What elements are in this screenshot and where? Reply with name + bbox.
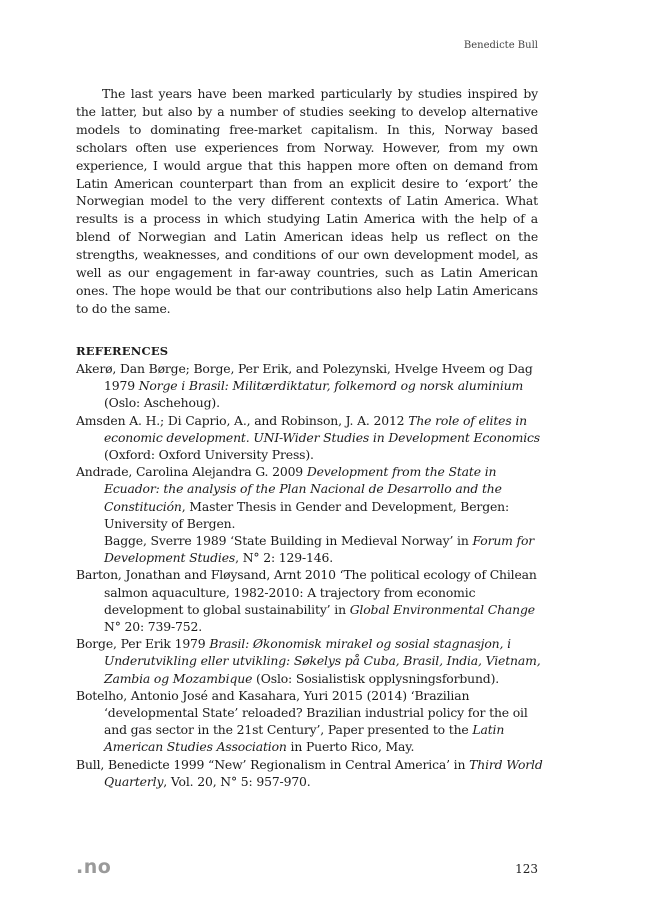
reference-text: Borge, Per Erik 1979: [76, 636, 210, 652]
reference-text: Akerø, Dan Børge; Borge, Per Erik, and Polezynski, Hvelge Hveem og Dag 1979: [76, 361, 533, 394]
reference-continuation: [104, 532, 546, 566]
reference-title: Latin American Studies Association: [104, 722, 505, 755]
reference-text: Bagge, Sverre 1989 ‘State Building in Medieval Norway’ in: [104, 533, 473, 549]
reference-entry: [76, 635, 546, 687]
reference-entry: [76, 463, 546, 566]
reference-entry: [76, 687, 546, 756]
reference-text: (Oslo: Aschehoug).: [104, 395, 220, 411]
references-list: [76, 360, 546, 790]
reference-text: , Master Thesis in Gender and Development, Bergen: University of Bergen.: [104, 498, 510, 531]
reference-text: in Puerto Rico, May.: [286, 739, 415, 755]
reference-title: Norge i Brasil: Militærdiktatur, folkemord og norsk aluminium: [138, 378, 524, 394]
reference-entry: [76, 412, 546, 464]
reference-text: Andrade, Carolina Alejandra G. 2009: [76, 464, 307, 480]
reference-title: Development from the State in Ecuador: the analysis of the Plan Nacional de Desarrollo and the Constitución: [104, 464, 502, 514]
reference-entry: [76, 360, 546, 412]
reference-title: Brasil: Økonomisk mirakel og sosial stagnasjon, i Underutvikling eller utvikling: Søkelys på Cuba, Brasil, India, Vietnam, Zambia og Mozambique: [104, 636, 541, 686]
reference-text: (Oxford: Oxford University Press).: [104, 447, 314, 463]
running-head: Benedicte Bull: [463, 40, 538, 51]
reference-title: Global Environmental Change: [349, 601, 535, 617]
reference-text: Barton, Jonathan and Fløysand, Arnt 2010 ‘The political ecology of Chilean salmon aquaculture, 1982-2010: A trajectory from economic development to global sustainability’ in: [76, 567, 537, 617]
publisher-logo: .no: [76, 856, 112, 878]
reference-text: N° 20: 739-752.: [104, 619, 203, 635]
page-number: 123: [515, 862, 538, 876]
reference-entry: [76, 756, 546, 790]
reference-text: (Oslo: Sosialistisk opplysningsforbund).: [252, 670, 500, 686]
reference-text: , N° 2: 129-146.: [235, 550, 333, 566]
reference-text: , Vol. 20, N° 5: 957-970.: [163, 773, 311, 789]
reference-entry: [76, 566, 546, 635]
reference-title: The role of elites in economic development. UNI-Wider Studies in Development Economics: [104, 412, 541, 445]
reference-title: Third World Quarterly: [104, 756, 543, 789]
reference-text: Bull, Benedicte 1999 “New’ Regionalism in Central America’ in: [76, 756, 470, 772]
references-heading: REFERENCES: [76, 344, 169, 358]
reference-title: Forum for Development Studies: [104, 533, 535, 566]
reference-text: Amsden A. H.; Di Caprio, A., and Robinson, J. A. 2012: [76, 412, 409, 428]
body-paragraph: The last years have been marked particularly by studies inspired by the latter, but also by a number of studies seeking to develop alternative models to dominating free-market capitalism. In this, Norway based scholars often use experiences from Norway. However, from my own experience, I would argue that this happen more often on demand from Latin American counterpart than from an explicit desire to ‘export’ the Norwegian model to the very different contexts of Latin America. What results is a process in which studying Latin America with the help of a blend of Norwegian and Latin American ideas help us reflect on the strengths, weaknesses, and conditions of our own development model, as well as our engagement in far-away countries, such as Latin American ones. The hope would be that our contributions also help Latin Americans to do the same.: [76, 86, 538, 316]
reference-text: Botelho, Antonio José and Kasahara, Yuri 2015 (2014) ‘Brazilian ‘developmental State’ reloaded? Brazilian industrial policy for the oil and gas sector in the 21st Century’, Paper presented to the: [76, 687, 528, 738]
